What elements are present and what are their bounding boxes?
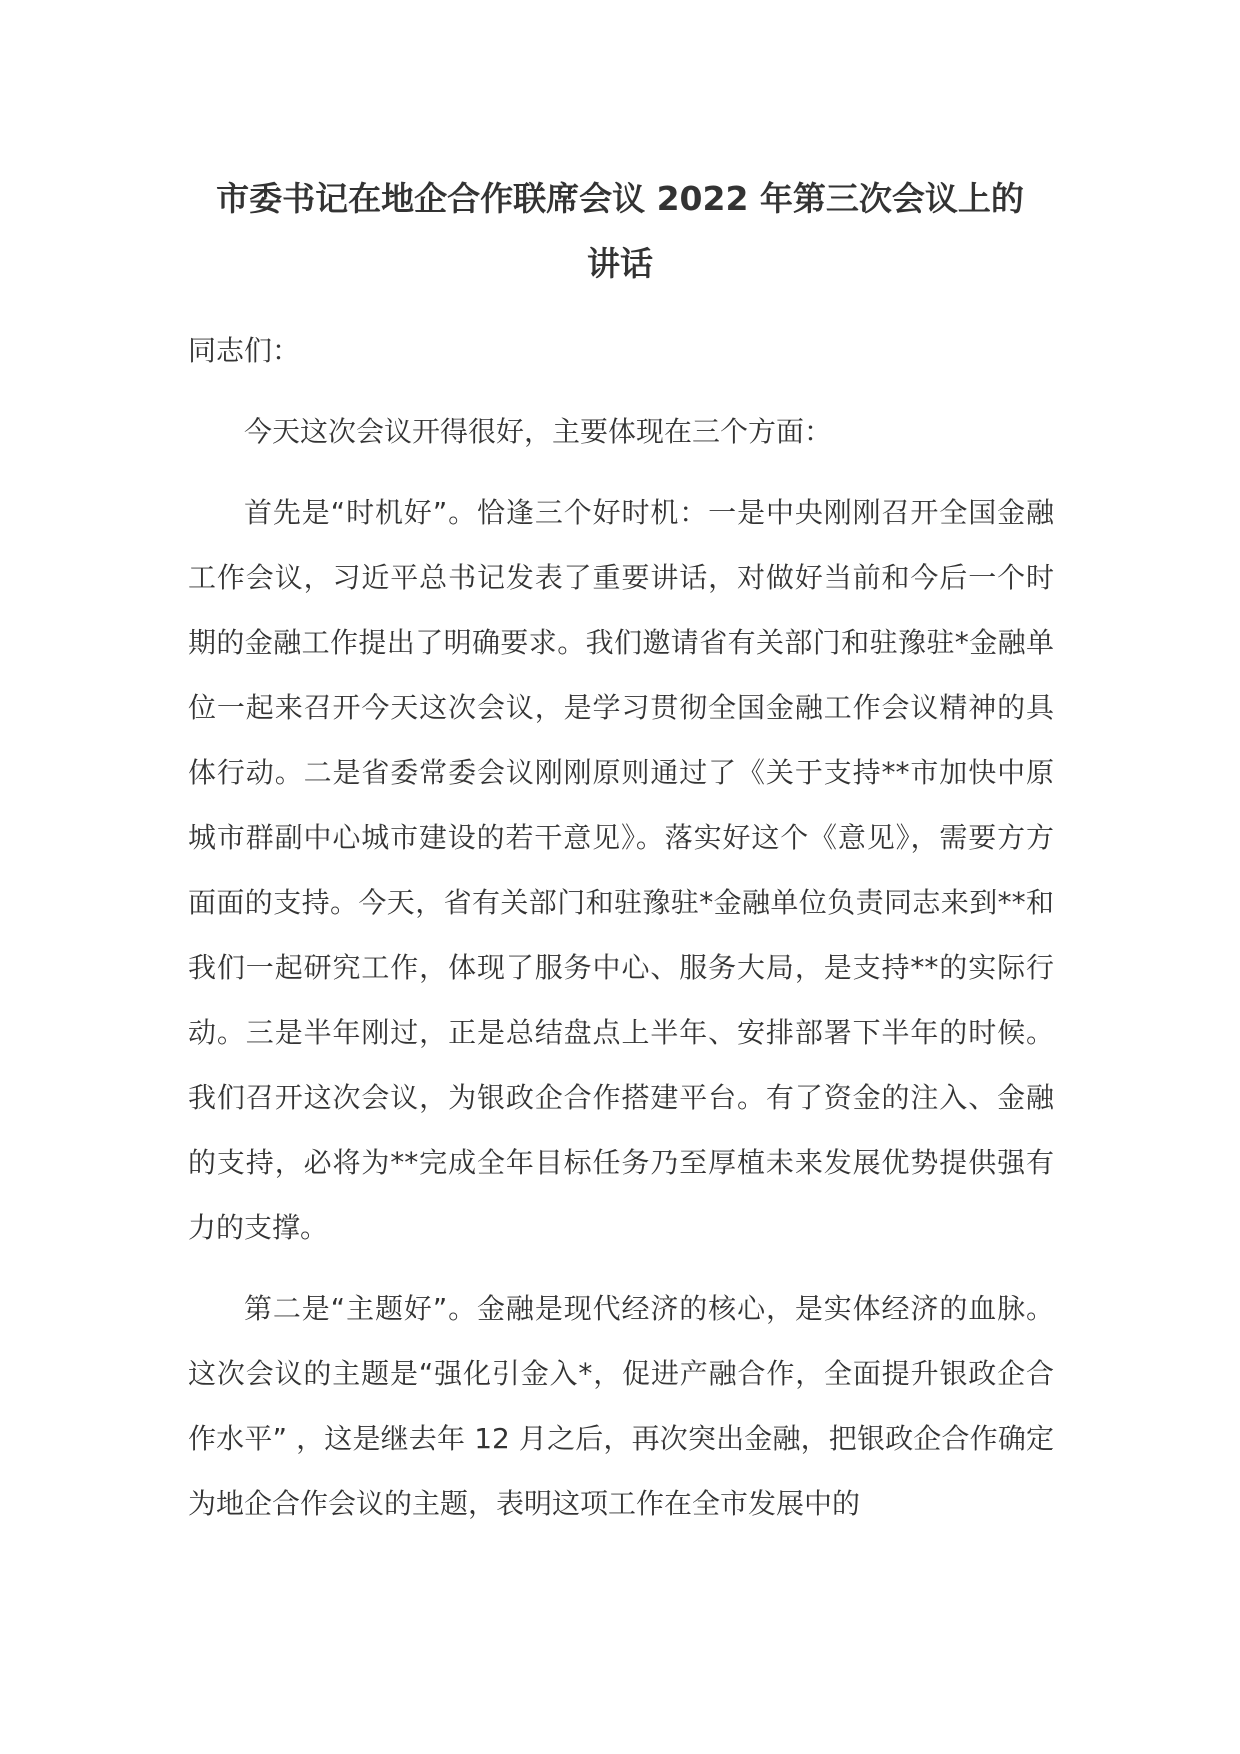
- salutation: 同志们：: [188, 334, 301, 367]
- paragraph-intro: 今天这次会议开得很好，主要体现在三个方面：: [244, 415, 833, 448]
- document-title: 市委书记在地企合作联席会议 2022 年第三次会议上的讲话: [216, 179, 1024, 283]
- document-body: [188, 318, 1054, 1552]
- paragraph-theme: 第二是“主题好”。金融是现代经济的核心，是实体经济的血脉。这次会议的主题是“强化引金入*，促进产融合作，全面提升银政企合作水平” ，这是继去年 12 月之后，再次突出金融，把银政企合作确定为地企合作会议的主题，表明这项工作在全市发展中的: [188, 1292, 1054, 1520]
- paragraph-timing: 首先是“时机好”。恰逢三个好时机：一是中央刚刚召开全国金融工作会议，习近平总书记发表了重要讲话，对做好当前和今后一个时期的金融工作提出了明确要求。我们邀请省有关部门和驻豫驻*金融单位一起来召开今天这次会议，是学习贯彻全国金融工作会议精神的具体行动。二是省委常委会议刚刚原则通过了《关于支持**市加快中原城市群副中心城市建设的若干意见》。落实好这个《意见》，需要方方面面的支持。今天，省有关部门和驻豫驻*金融单位负责同志来到**和我们一起研究工作，体现了服务中心、服务大局，是支持**的实际行动。三是半年刚过，正是总结盘点上半年、安排部署下半年的时候。我们召开这次会议，为银政企合作搭建平台。有了资金的注入、金融的支持，必将为**完成全年目标任务乃至厚植未来发展优势提供强有力的支撑。: [188, 496, 1054, 1244]
